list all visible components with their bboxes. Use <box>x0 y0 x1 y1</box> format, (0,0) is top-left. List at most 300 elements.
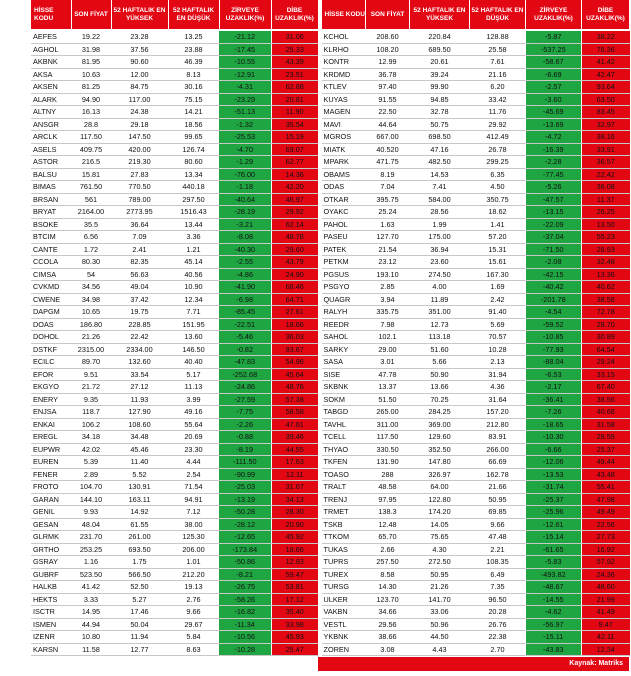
distance-to-bottom: 33.15 <box>582 368 630 381</box>
last-price: 40.520 <box>366 143 410 156</box>
distance-to-bottom: 64.71 <box>271 293 318 306</box>
right-table <box>322 0 631 656</box>
last-price: 667.00 <box>366 131 410 144</box>
header-52w-low: 52 HAFTALIK EN DÜŞÜK <box>168 0 219 30</box>
distance-to-bottom: 13.50 <box>582 218 630 231</box>
last-price: 48.58 <box>366 481 410 494</box>
stock-tables <box>31 0 629 656</box>
high-52w: 220.84 <box>410 30 470 43</box>
table-row <box>322 68 630 81</box>
low-52w: 10.28 <box>470 343 526 356</box>
table-row <box>322 368 630 381</box>
distance-to-top: -2.28 <box>526 156 582 169</box>
stock-code: ALARK <box>31 93 71 106</box>
last-price: 7.98 <box>366 318 410 331</box>
table-row <box>322 331 630 344</box>
distance-to-top: -0.88 <box>219 431 271 444</box>
low-52w: 5.17 <box>168 368 219 381</box>
last-price: 3.01 <box>366 356 410 369</box>
distance-to-bottom: 11.90 <box>271 106 318 119</box>
distance-to-top: -51.13 <box>219 106 271 119</box>
stock-code: HALKB <box>31 581 71 594</box>
distance-to-top: -13.15 <box>526 206 582 219</box>
low-52w: 40.40 <box>168 356 219 369</box>
distance-to-bottom: 47.61 <box>271 418 318 431</box>
high-52w: 32.78 <box>410 106 470 119</box>
high-52w: 99.90 <box>410 81 470 94</box>
stock-code: AGHOL <box>31 43 71 56</box>
table-row <box>31 81 318 94</box>
last-price: 12.99 <box>366 56 410 69</box>
distance-to-top: -31.74 <box>526 481 582 494</box>
table-row <box>322 443 630 456</box>
stock-code: ASTOR <box>31 156 71 169</box>
distance-to-top: -41.90 <box>219 281 271 294</box>
distance-to-top: -18.65 <box>526 418 582 431</box>
last-price: 44.94 <box>71 618 111 631</box>
table-row <box>322 493 630 506</box>
last-price: 97.40 <box>366 81 410 94</box>
distance-to-bottom: 42.47 <box>582 68 630 81</box>
last-price: 65.70 <box>366 531 410 544</box>
distance-to-bottom: 29.92 <box>271 206 318 219</box>
low-52w: 7.12 <box>168 506 219 519</box>
last-price: 2164.00 <box>71 206 111 219</box>
distance-to-top: -25.96 <box>526 506 582 519</box>
high-52w: 50.95 <box>410 568 470 581</box>
stock-code: TUREX <box>322 568 366 581</box>
last-price: 3.08 <box>366 643 410 656</box>
low-52w: 33.42 <box>470 93 526 106</box>
distance-to-bottom: 36.57 <box>582 156 630 169</box>
stock-code: ISCTR <box>31 606 71 619</box>
last-price: 123.70 <box>366 593 410 606</box>
stock-code: GARAN <box>31 493 71 506</box>
distance-to-bottom: 27.73 <box>582 531 630 544</box>
distance-to-bottom: 68.46 <box>271 281 318 294</box>
high-52w: 4.00 <box>410 281 470 294</box>
distance-to-top: -76.00 <box>219 168 271 181</box>
stock-code: BSOKE <box>31 218 71 231</box>
last-price: 8.58 <box>366 568 410 581</box>
table-row <box>322 431 630 444</box>
table-row <box>322 343 630 356</box>
table-row <box>31 168 318 181</box>
high-52w: 23.60 <box>410 256 470 269</box>
distance-to-top: -6.66 <box>526 443 582 456</box>
low-52w: 57.20 <box>470 231 526 244</box>
distance-to-bottom: 29.60 <box>271 243 318 256</box>
distance-to-top: -4.31 <box>219 81 271 94</box>
distance-to-bottom: 35.40 <box>271 606 318 619</box>
last-price: 311.00 <box>366 418 410 431</box>
distance-to-top: -10.30 <box>526 431 582 444</box>
high-52w: 174.20 <box>410 506 470 519</box>
table-row <box>322 618 630 631</box>
distance-to-bottom: 42.11 <box>582 631 630 644</box>
low-52w: 18.62 <box>470 206 526 219</box>
distance-to-top: -6.69 <box>526 68 582 81</box>
distance-to-bottom: 45.93 <box>271 631 318 644</box>
stock-code: TUPRS <box>322 556 366 569</box>
table-row <box>31 368 318 381</box>
low-52w: 4.44 <box>168 456 219 469</box>
distance-to-bottom: 48.60 <box>582 581 630 594</box>
last-price: 471.75 <box>366 156 410 169</box>
right-header-row <box>322 0 630 30</box>
table-row <box>322 181 630 194</box>
high-52w: 14.53 <box>410 168 470 181</box>
stock-code: TTKOM <box>322 531 366 544</box>
last-price: 51.50 <box>366 393 410 406</box>
last-price: 9.35 <box>71 393 111 406</box>
high-52w: 11.89 <box>410 293 470 306</box>
distance-to-bottom: 38.56 <box>582 393 630 406</box>
table-row <box>31 106 318 119</box>
stock-code: PGSUS <box>322 268 366 281</box>
low-52w: 299.25 <box>470 156 526 169</box>
last-price: 3.33 <box>71 593 111 606</box>
stock-code: OYAKC <box>322 206 366 219</box>
stock-code: EUREN <box>31 456 71 469</box>
last-price: 21.26 <box>71 331 111 344</box>
high-52w: 5.27 <box>111 593 168 606</box>
table-row <box>322 643 630 656</box>
high-52w: 4.43 <box>410 643 470 656</box>
distance-to-bottom: 38.16 <box>582 131 630 144</box>
stock-code: DOAS <box>31 318 71 331</box>
low-52w: 19.13 <box>168 581 219 594</box>
distance-to-bottom: 62.88 <box>271 81 318 94</box>
distance-to-top: -13.19 <box>219 493 271 506</box>
low-52w: 26.78 <box>470 143 526 156</box>
low-52w: 13.34 <box>168 168 219 181</box>
distance-to-bottom: 43.48 <box>582 468 630 481</box>
distance-to-top: -42.15 <box>526 268 582 281</box>
distance-to-top: -5.83 <box>526 556 582 569</box>
distance-to-top: -88.04 <box>526 356 582 369</box>
high-52w: 147.80 <box>410 456 470 469</box>
distance-to-bottom: 23.51 <box>271 68 318 81</box>
stock-code: CCOLA <box>31 256 71 269</box>
table-row <box>31 118 318 131</box>
stock-code: EUPWR <box>31 443 71 456</box>
table-row <box>322 356 630 369</box>
last-price: 41.42 <box>71 581 111 594</box>
distance-to-bottom: 31.06 <box>271 30 318 43</box>
table-row <box>31 468 318 481</box>
last-price: 8.19 <box>366 168 410 181</box>
stock-code: ALTNY <box>31 106 71 119</box>
distance-to-bottom: 57.92 <box>582 556 630 569</box>
high-52w: 33.06 <box>410 606 470 619</box>
last-price: 42.02 <box>71 443 111 456</box>
distance-to-bottom: 15.19 <box>271 131 318 144</box>
table-row <box>31 431 318 444</box>
distance-to-bottom: 72.78 <box>582 306 630 319</box>
header-52w-high: 52 HAFTALIK EN YÜKSEK <box>410 0 470 30</box>
stock-code: FROTO <box>31 481 71 494</box>
distance-to-top: -47.57 <box>526 193 582 206</box>
distance-to-top: -71.50 <box>526 243 582 256</box>
high-52w: 11.94 <box>111 631 168 644</box>
high-52w: 37.56 <box>111 43 168 56</box>
high-52w: 36.64 <box>111 218 168 231</box>
table-row <box>31 518 318 531</box>
last-price: 2.85 <box>366 281 410 294</box>
distance-to-bottom: 34.13 <box>271 493 318 506</box>
high-52w: 28.56 <box>410 206 470 219</box>
stock-code: PAHOL <box>322 218 366 231</box>
low-52w: 20.28 <box>470 606 526 619</box>
last-price: 104.70 <box>71 481 111 494</box>
high-52w: 2.41 <box>111 243 168 256</box>
low-52w: 49.16 <box>168 406 219 419</box>
table-row <box>31 631 318 644</box>
stock-code: ODAS <box>322 181 366 194</box>
distance-to-bottom: 30.89 <box>582 331 630 344</box>
distance-to-bottom: 16.92 <box>582 543 630 556</box>
last-price: 208.60 <box>366 30 410 43</box>
last-price: 44.64 <box>366 118 410 131</box>
high-52w: 789.00 <box>111 193 168 206</box>
left-table-body <box>31 30 318 656</box>
distance-to-bottom: 83.45 <box>582 106 630 119</box>
last-price: 1.72 <box>71 243 111 256</box>
distance-to-top: -10.55 <box>219 56 271 69</box>
high-52w: 219.30 <box>111 156 168 169</box>
distance-to-bottom: 69.07 <box>271 143 318 156</box>
high-52w: 13.66 <box>410 381 470 394</box>
distance-to-bottom: 64.54 <box>582 343 630 356</box>
table-row <box>322 606 630 619</box>
distance-to-top: -22.09 <box>526 218 582 231</box>
low-52w: 46.39 <box>168 56 219 69</box>
high-52w: 693.50 <box>111 543 168 556</box>
low-52w: 350.75 <box>470 193 526 206</box>
low-52w: 1.01 <box>168 556 219 569</box>
distance-to-top: -7.26 <box>526 406 582 419</box>
high-52w: 113.18 <box>410 331 470 344</box>
low-52w: 99.65 <box>168 131 219 144</box>
stock-code: OTKAR <box>322 193 366 206</box>
distance-to-bottom: 20.81 <box>271 93 318 106</box>
table-row <box>322 381 630 394</box>
last-price: 131.90 <box>366 456 410 469</box>
table-row <box>31 93 318 106</box>
distance-to-top: -25.53 <box>219 131 271 144</box>
distance-to-bottom: 39.46 <box>271 431 318 444</box>
last-price: 48.04 <box>71 518 111 531</box>
high-52w: 14.92 <box>111 506 168 519</box>
distance-to-top: -59.52 <box>526 318 582 331</box>
table-row <box>31 618 318 631</box>
high-52w: 272.50 <box>410 556 470 569</box>
low-52w: 69.85 <box>470 506 526 519</box>
distance-to-top: -23.29 <box>219 93 271 106</box>
table-row <box>322 243 630 256</box>
distance-to-top: -537.25 <box>526 43 582 56</box>
low-52w: 297.50 <box>168 193 219 206</box>
distance-to-top: -252.68 <box>219 368 271 381</box>
stock-code: KCHOL <box>322 30 366 43</box>
distance-to-bottom: 31.67 <box>271 481 318 494</box>
distance-to-top: -13.53 <box>526 468 582 481</box>
distance-to-top: -10.56 <box>219 631 271 644</box>
high-52w: 326.97 <box>410 468 470 481</box>
last-price: 144.10 <box>71 493 111 506</box>
low-52w: 31.94 <box>470 368 526 381</box>
stock-code: KARSN <box>31 643 71 656</box>
stock-code: SKBNK <box>322 381 366 394</box>
stock-code: AKBNK <box>31 56 71 69</box>
high-52w: 129.60 <box>410 431 470 444</box>
table-row <box>31 568 318 581</box>
low-52w: 45.14 <box>168 256 219 269</box>
distance-to-bottom: 11.37 <box>582 193 630 206</box>
distance-to-top: -21.12 <box>219 30 271 43</box>
high-52w: 84.75 <box>111 81 168 94</box>
last-price: 3.94 <box>366 293 410 306</box>
distance-to-top: -4.70 <box>219 143 271 156</box>
table-row <box>322 143 630 156</box>
low-52w: 10.90 <box>168 281 219 294</box>
right-table-body <box>322 30 630 656</box>
high-52w: 50.90 <box>410 368 470 381</box>
last-price: 253.25 <box>71 543 111 556</box>
last-price: 395.75 <box>366 193 410 206</box>
distance-to-top: -4.72 <box>526 131 582 144</box>
high-52w: 11.40 <box>111 456 168 469</box>
table-row <box>31 268 318 281</box>
stock-code: DSTKF <box>31 343 71 356</box>
last-price: 193.10 <box>366 268 410 281</box>
high-52w: 584.00 <box>410 193 470 206</box>
high-52w: 127.90 <box>111 406 168 419</box>
low-52w: 29.92 <box>470 118 526 131</box>
low-52w: 75.15 <box>168 93 219 106</box>
low-52w: 2.76 <box>168 593 219 606</box>
distance-to-bottom: 62.14 <box>271 218 318 231</box>
low-52w: 157.20 <box>470 406 526 419</box>
distance-to-bottom: 35.54 <box>271 118 318 131</box>
high-52w: 284.25 <box>410 406 470 419</box>
stock-code: TRMET <box>322 506 366 519</box>
stock-code: CWENE <box>31 293 71 306</box>
table-row <box>31 218 318 231</box>
left-table <box>31 0 319 656</box>
stock-code: MGROS <box>322 131 366 144</box>
last-price: 81.25 <box>71 81 111 94</box>
distance-to-top: -2.26 <box>219 418 271 431</box>
stock-code: IZENR <box>31 631 71 644</box>
last-price: 231.70 <box>71 531 111 544</box>
last-price: 80.30 <box>71 256 111 269</box>
distance-to-top: -11.34 <box>219 618 271 631</box>
stock-code: GRTHO <box>31 543 71 556</box>
low-52w: 21.66 <box>470 481 526 494</box>
distance-to-bottom: 49.44 <box>582 456 630 469</box>
table-row <box>31 293 318 306</box>
distance-to-top: -10.28 <box>219 643 271 656</box>
stock-code: ENKAI <box>31 418 71 431</box>
stock-code: BIMAS <box>31 181 71 194</box>
distance-to-top: -85.45 <box>219 306 271 319</box>
last-price: 25.24 <box>366 206 410 219</box>
last-price: 118.7 <box>71 406 111 419</box>
stock-code: GESAN <box>31 518 71 531</box>
high-52w: 5.66 <box>410 356 470 369</box>
last-price: 21.54 <box>366 243 410 256</box>
distance-to-bottom: 40.62 <box>582 281 630 294</box>
last-price: 23.12 <box>366 256 410 269</box>
distance-to-bottom: 32.48 <box>582 256 630 269</box>
last-price: 12.48 <box>366 518 410 531</box>
distance-to-bottom: 22.56 <box>582 518 630 531</box>
high-52w: 17.46 <box>111 606 168 619</box>
low-52w: 2.54 <box>168 468 219 481</box>
stock-code: ULKER <box>322 593 366 606</box>
distance-to-top: -40.30 <box>219 243 271 256</box>
distance-to-bottom: 17.63 <box>271 456 318 469</box>
high-52w: 117.00 <box>111 93 168 106</box>
table-row <box>31 643 318 656</box>
last-price: 2.66 <box>366 543 410 556</box>
low-52w: 38.00 <box>168 518 219 531</box>
low-52w: 2.42 <box>470 293 526 306</box>
high-52w: 566.50 <box>111 568 168 581</box>
distance-to-bottom: 58.58 <box>271 406 318 419</box>
table-row <box>31 356 318 369</box>
high-52w: 1.75 <box>111 556 168 569</box>
distance-to-top: -24.86 <box>219 381 271 394</box>
table-row <box>31 343 318 356</box>
last-price: 34.66 <box>366 606 410 619</box>
header-dist-top: ZİRVEYE UZAKLIK(%) <box>219 0 271 30</box>
table-row <box>322 131 630 144</box>
table-row <box>31 68 318 81</box>
table-row <box>31 481 318 494</box>
high-52w: 175.00 <box>410 231 470 244</box>
distance-to-bottom: 67.40 <box>582 381 630 394</box>
distance-to-top: -90.99 <box>219 468 271 481</box>
table-row <box>31 30 318 43</box>
distance-to-bottom: 31.58 <box>582 418 630 431</box>
last-price: 14.30 <box>366 581 410 594</box>
high-52w: 4.30 <box>410 543 470 556</box>
last-price: 216.5 <box>71 156 111 169</box>
distance-to-top: -50.28 <box>219 506 271 519</box>
low-52w: 4.36 <box>470 381 526 394</box>
last-price: 5.39 <box>71 456 111 469</box>
last-price: 31.98 <box>71 43 111 56</box>
distance-to-bottom: 24.36 <box>582 568 630 581</box>
distance-to-bottom: 14.36 <box>271 168 318 181</box>
stock-code: VESTL <box>322 618 366 631</box>
distance-to-bottom: 26.25 <box>582 206 630 219</box>
stock-code: EREGL <box>31 431 71 444</box>
distance-to-bottom: 33.91 <box>582 143 630 156</box>
low-52w: 25.58 <box>470 43 526 56</box>
distance-to-bottom: 48.76 <box>271 381 318 394</box>
table-row <box>322 531 630 544</box>
table-row <box>31 456 318 469</box>
low-52w: 11.76 <box>470 106 526 119</box>
table-row <box>322 43 630 56</box>
distance-to-bottom: 24.90 <box>271 268 318 281</box>
high-52w: 108.60 <box>111 418 168 431</box>
stock-code: ARCLK <box>31 131 71 144</box>
